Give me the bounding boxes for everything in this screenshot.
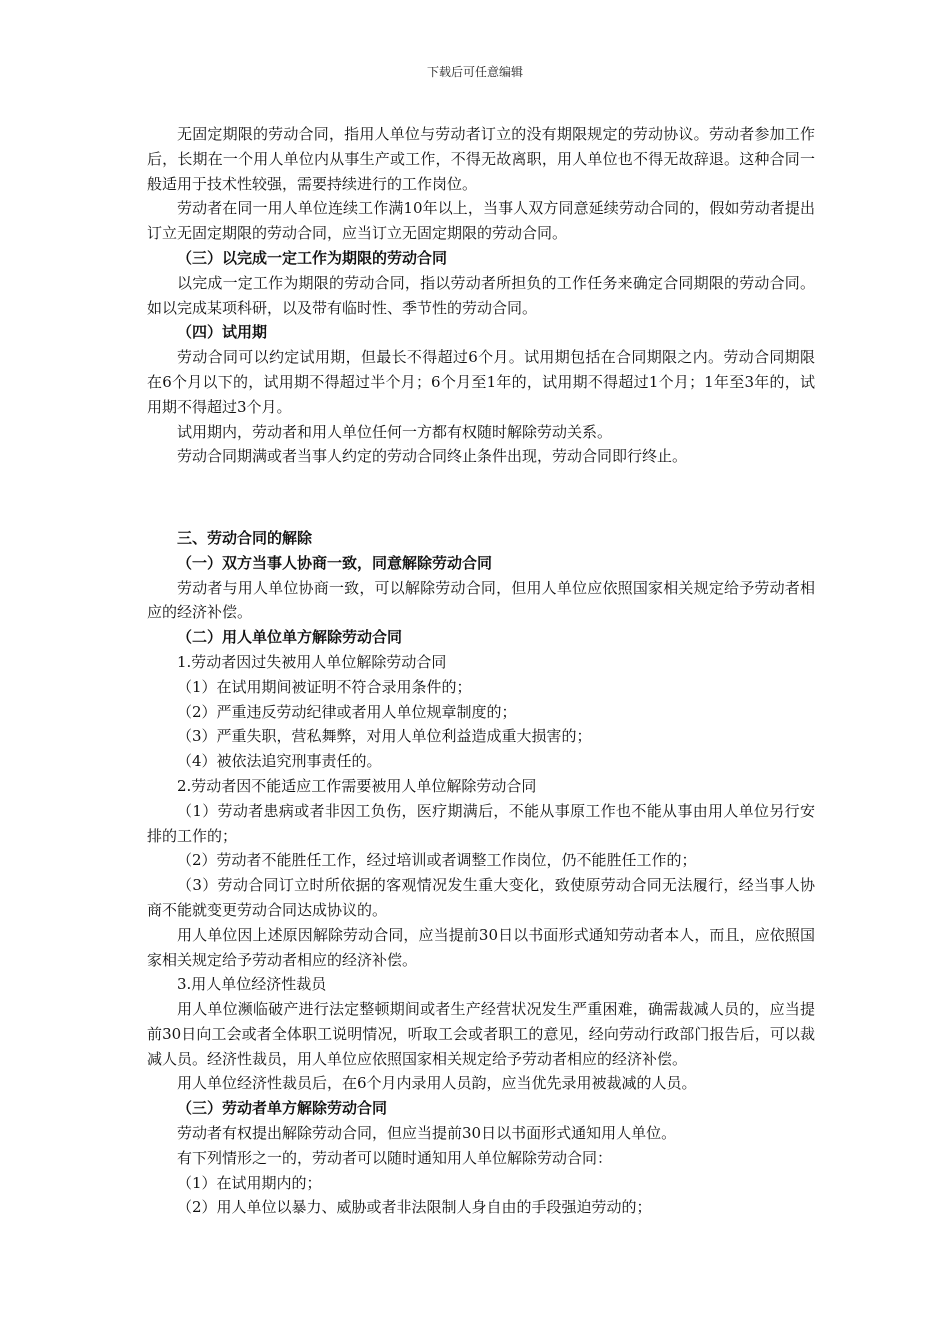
paragraph: （2）劳动者不能胜任工作，经过培训或者调整工作岗位，仍不能胜任工作的； [177,851,697,870]
paragraph: 劳动者与用人单位协商一致，可以解除劳动合同，但用人单位应依照国家相关规定给予劳动者相应的经济补偿。 [147,578,815,622]
paragraph: （1）在试用期内的； [177,1173,322,1192]
paragraph: 用人单位濒临破产进行法定整顿期间或者生产经营状况发生严重困难，确需裁减人员的，应当提前30日向工会或者全体职工说明情况，听取工会或者职工的意见，经向劳动行政部门报告后，可以裁减人员。经济性裁员，用人单位应依照国家相关规定给予劳动者相应的经济补偿。 [147,1000,815,1068]
paragraph: 有下列情形之一的，劳动者可以随时通知用人单位解除劳动合同： [177,1148,613,1167]
page-header: 下载后可任意编辑 [426,65,523,79]
paragraph: 以完成一定工作为期限的劳动合同，指以劳动者所担负的工作任务来确定合同期限的劳动合同。如以完成某项科研，以及带有临时性、季节性的劳动合同。 [147,273,815,317]
paragraph: （2）严重违反劳动纪律或者用人单位规章制度的； [177,702,517,721]
section-heading: （三）劳动者单方解除劳动合同 [177,1099,388,1118]
section-heading: 三、劳动合同的解除 [177,528,313,547]
paragraph: 劳动合同期满或者当事人约定的劳动合同终止条件出现，劳动合同即行终止。 [177,447,688,466]
paragraph: 劳动合同可以约定试用期，但最长不得超过6个月。试用期包括在合同期限之内。劳动合同期限在6个月以下的，试用期不得超过半个月；6个月至1年的，试用期不得超过1个月；1年至3年的，试用期不得超过3个月。 [147,348,815,416]
section-heading: （二）用人单位单方解除劳动合同 [177,628,403,647]
paragraph: （3）严重失职，营私舞弊，对用人单位利益造成重大损害的； [177,727,592,746]
blank-line [147,485,815,510]
paragraph: 3.用人单位经济性裁员 [177,975,327,994]
paragraph: 用人单位经济性裁员后，在6个月内录用人员韵，应当优先录用被裁减的人员。 [177,1074,697,1093]
paragraph: 无固定期限的劳动合同，指用人单位与劳动者订立的没有期限规定的劳动协议。劳动者参加工作后，长期在一个用人单位内从事生产或工作，不得无故离职，用人单位也不得无故辞退。这种合同一般适用于技术性较强，需要持续进行的工作岗位。 [147,125,815,193]
section-heading: （四）试用期 [177,323,268,342]
paragraph: 劳动者在同一用人单位连续工作满10年以上，当事人双方同意延续劳动合同的，假如劳动者提出订立无固定期限的劳动合同，应当订立无固定期限的劳动合同。 [147,199,815,243]
section-heading: （三）以完成一定工作为期限的劳动合同 [177,248,448,267]
paragraph: 劳动者有权提出解除劳动合同，但应当提前30日以书面形式通知用人单位。 [177,1124,677,1143]
paragraph: （4）被依法追究刑事责任的。 [177,752,382,771]
paragraph: （2）用人单位以暴力、威胁或者非法限制人身自由的手段强迫劳动的； [177,1198,652,1217]
paragraph: （1）在试用期间被证明不符合录用条件的； [177,677,472,696]
paragraph: 试用期内，劳动者和用人单位任何一方都有权随时解除劳动关系。 [177,422,613,441]
paragraph: （3）劳动合同订立时所依据的客观情况发生重大变化，致使原劳动合同无法履行，经当事人协商不能就变更劳动合同达成协议的。 [147,876,815,919]
paragraph: 用人单位因上述原因解除劳动合同，应当提前30日以书面形式通知劳动者本人，而且，应依照国家相关规定给予劳动者相应的经济补偿。 [147,925,815,969]
paragraph: （1）劳动者患病或者非因工负伤，医疗期满后，不能从事原工作也不能从事由用人单位另行安排的工作的； [147,801,815,845]
section-heading: （一）双方当事人协商一致，同意解除劳动合同 [177,553,493,572]
paragraph: 2.劳动者因不能适应工作需要被用人单位解除劳动合同 [177,776,537,795]
document-body [147,122,815,1220]
paragraph: 1.劳动者因过失被用人单位解除劳动合同 [177,652,447,671]
